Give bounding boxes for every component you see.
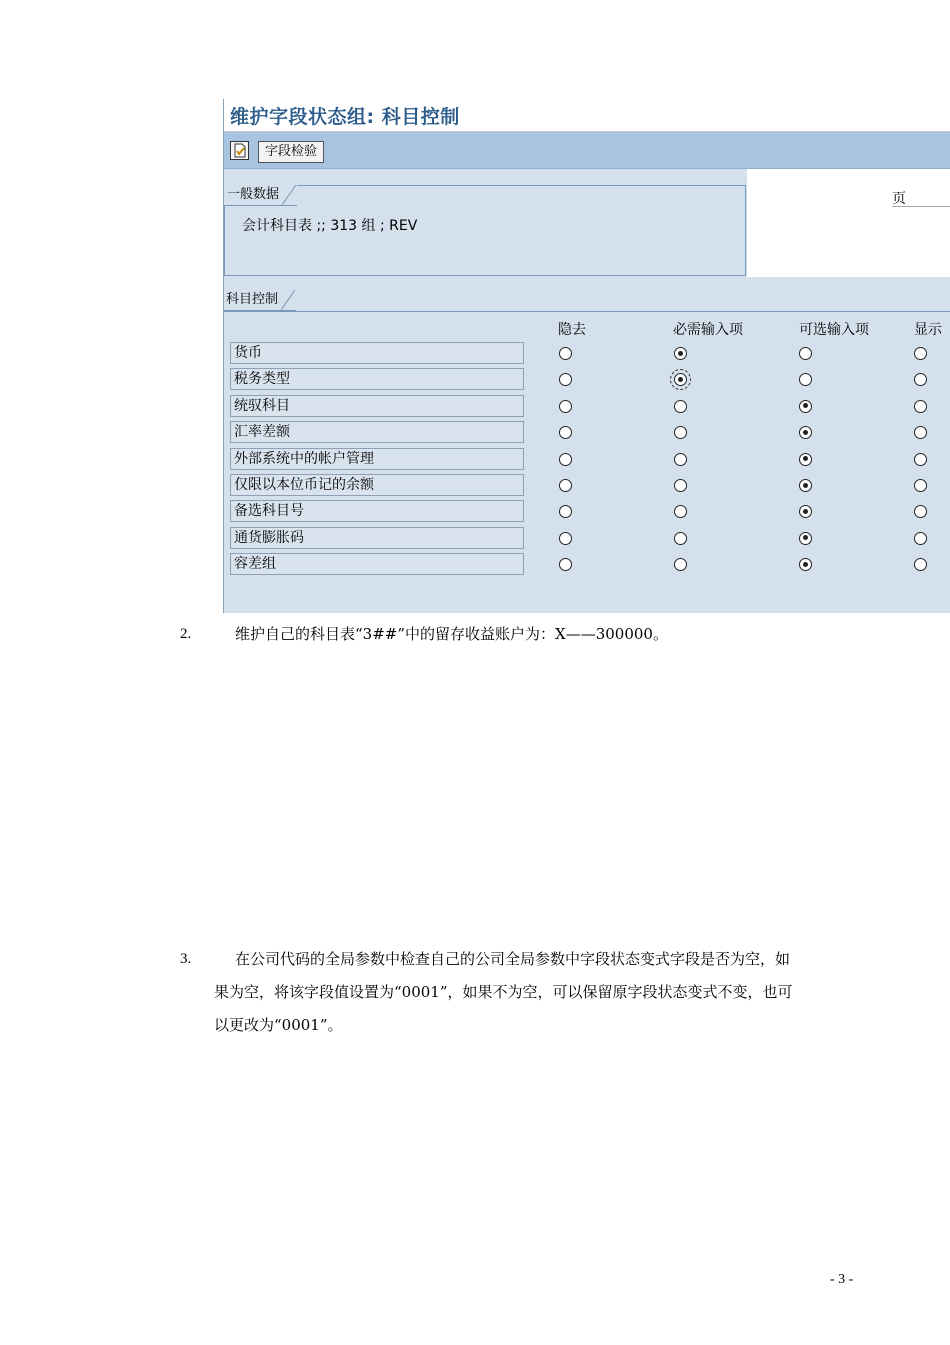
step-3-line-2: 果为空，将该字段值设置为“0001”，如果不为空，可以保留原字段状态变式不变，也可 <box>214 983 793 1001</box>
field-row-label: 外部系统中的帐户管理 <box>230 448 524 470</box>
radio-display[interactable] <box>914 532 927 545</box>
radio-suppress[interactable] <box>559 505 572 518</box>
radio-suppress[interactable] <box>559 558 572 571</box>
radio-optional[interactable] <box>799 532 812 545</box>
radio-optional[interactable] <box>799 426 812 439</box>
sap-screenshot <box>223 99 950 613</box>
field-row-label: 税务类型 <box>230 368 524 390</box>
step-3-line-1: 在公司代码的全局参数中检查自己的公司全局参数中字段状态变式字段是否为空，如 <box>235 950 791 968</box>
radio-required[interactable] <box>674 453 687 466</box>
page-panel <box>747 169 950 277</box>
radio-display[interactable] <box>914 373 927 386</box>
radio-required[interactable] <box>674 505 687 518</box>
radio-suppress[interactable] <box>559 426 572 439</box>
radio-suppress[interactable] <box>559 532 572 545</box>
radio-display[interactable] <box>914 347 927 360</box>
radio-display[interactable] <box>914 505 927 518</box>
account-control-tab-wrap <box>224 291 297 311</box>
column-required: 必需输入项 <box>673 322 743 338</box>
step-2-text: 维护自己的科目表“3##”中的留存收益账户为：X——300000。 <box>235 625 668 643</box>
radio-display[interactable] <box>914 453 927 466</box>
radio-optional[interactable] <box>799 505 812 518</box>
field-row-label: 仅限以本位币记的余额 <box>230 474 524 496</box>
field-row-label: 汇率差额 <box>230 421 524 443</box>
radio-display[interactable] <box>914 479 927 492</box>
radio-required[interactable] <box>674 479 687 492</box>
account-control-divider <box>224 311 950 312</box>
column-display: 显示 <box>914 322 942 338</box>
page-number: - 3 - <box>830 1272 854 1287</box>
field-row-label: 备选科目号 <box>230 500 524 522</box>
document-check-icon[interactable] <box>230 141 249 160</box>
radio-suppress[interactable] <box>559 479 572 492</box>
application-toolbar <box>224 132 950 169</box>
account-control-tab: 科目控制 <box>223 290 296 311</box>
radio-suppress[interactable] <box>559 400 572 413</box>
radio-suppress[interactable] <box>559 373 572 386</box>
radio-optional[interactable] <box>799 347 812 360</box>
radio-required[interactable] <box>674 400 687 413</box>
step-2-number: 2. <box>180 626 192 642</box>
column-optional: 可选输入项 <box>799 322 869 338</box>
page-label: 页 <box>892 191 906 207</box>
radio-suppress[interactable] <box>559 453 572 466</box>
radio-display[interactable] <box>914 426 927 439</box>
field-row-label: 统驭科目 <box>230 395 524 417</box>
radio-optional[interactable] <box>799 373 812 386</box>
radio-required[interactable] <box>674 373 687 386</box>
screen-title-bar <box>224 99 950 132</box>
field-row-label: 货币 <box>230 342 524 364</box>
radio-required[interactable] <box>674 558 687 571</box>
step-3-number: 3. <box>180 951 192 967</box>
field-row-label: 容差组 <box>230 553 524 575</box>
radio-suppress[interactable] <box>559 347 572 360</box>
radio-required[interactable] <box>674 347 687 360</box>
screen-title: 维护字段状态组: 科目控制 <box>230 106 460 128</box>
radio-display[interactable] <box>914 558 927 571</box>
radio-required[interactable] <box>674 426 687 439</box>
radio-optional[interactable] <box>799 453 812 466</box>
page-field[interactable] <box>892 206 950 207</box>
radio-display[interactable] <box>914 400 927 413</box>
radio-optional[interactable] <box>799 400 812 413</box>
column-suppress: 隐去 <box>558 322 586 338</box>
chart-of-accounts-info: 会计科目表 ;; 313 组 ; REV <box>242 218 418 234</box>
general-data-tab: 一般数据 <box>224 185 297 206</box>
field-check-button[interactable]: 字段检验 <box>258 141 324 163</box>
radio-required[interactable] <box>674 532 687 545</box>
step-3-line-3: 以更改为“0001”。 <box>214 1016 343 1034</box>
radio-optional[interactable] <box>799 479 812 492</box>
radio-optional[interactable] <box>799 558 812 571</box>
general-data-group <box>224 185 746 276</box>
field-row-label: 通货膨胀码 <box>230 527 524 549</box>
